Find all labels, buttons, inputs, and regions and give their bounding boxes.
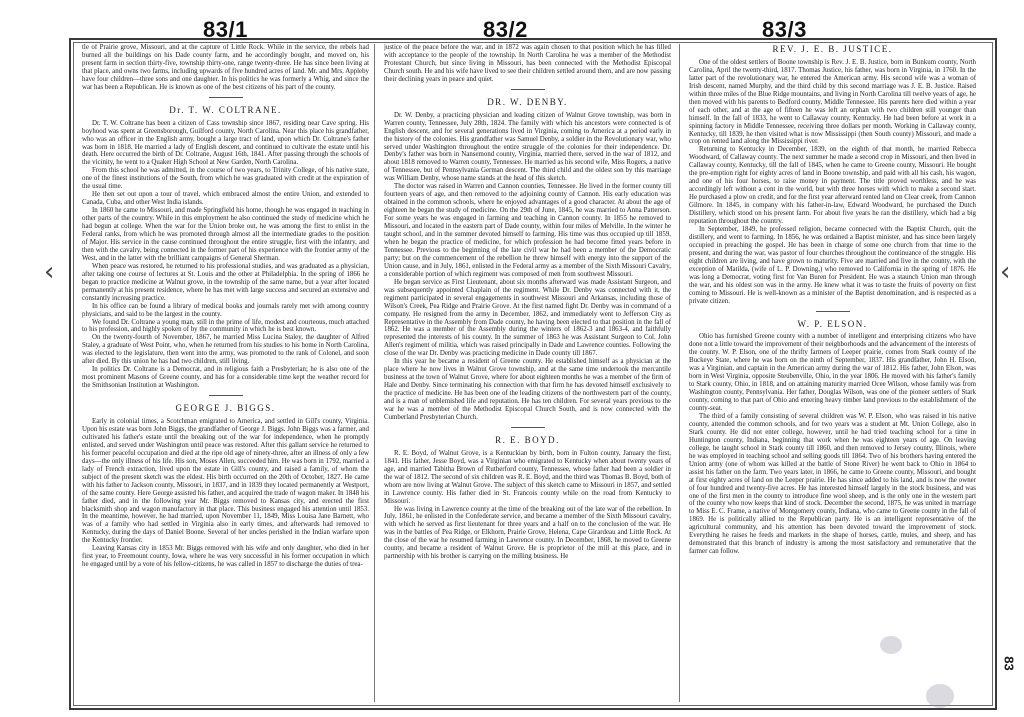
paragraph: Returning to Kentucky in December, 1839, on the eighth of that month, he married Rebecca Woodward, of Callaway county. The next summer he made a second crop in Missouri, and then lived in Callaway county, Kentucky, till the fall of 1845, when he came to Greene county, Missouri. He bought the pre-emption right for eighty acres of land in Boone township, and paid with all his cash, his wagon, and one of his four horses, to raise money in payment. The title proved worthless, and he was accordingly left without a cent in the world, but with three horses with which to make a second start. He purchased a plow on credit, and for the first year afterward rented land on Clear creek, from Cannon Gilmore. In 1845, in company with his father-in-law, Edward Woodward, he purchased the Dutch Distillery, which stood on his present farm. For about five years he ran the distillery, which had a big reputation throughout the country. xyxy=(689,146,976,226)
paragraph: In this year he became a resident of Greene county. He established himself as a physician at the place where he now lives in Walnut Grove township, and at the same time undertook the mercantile business at the town of Walnut Grove, where for about eighteen months he was a member of the firm of Hale and Denby. Since terminating his connection with that firm he has devoted himself exclusively to the practice of medicine. He has been one of the leading citizens of the northwestern part of the county, and is a man of unblemished life and reputation. He has ten children. For several years previous to the war he was a member of the Methodist Episcopal Church South, and is now connected with the Cumberland Presbyterian Church. xyxy=(384,358,671,421)
section-heading: GEORGE J. BIGGS. xyxy=(175,403,276,414)
paragraph: He began service as First Lieutenant, about six months afterward was made Assistant Surgeon, and was subsequently appointed Chaplain of the regiment. While Dr. Denby was connected with it, the regiment participated in several engagements in southwest Missouri and Arkansas, including those of Wilson's Creek, Pea Ridge and Prairie Grove. At the first named fight Dr. Denby was in command of a company. He resigned from the army in December, 1862, and immediately went to Jefferson City as Representative in the Assembly from Dade county, he having been elected to that position in the fall of 1862. He was a member of the Assembly during the winters of 1862-3 and 1863-4, and faithfully represented the interests of his county. In the summer of 1863 he was Assistant Surgeon to Col. John Allen's regiment of militia, which was raised principally in Dade and Lawrence counties. Following the close of the war Dr. Denby was practicing medicine in Dade county till 1867. xyxy=(384,278,671,358)
section-rule xyxy=(511,89,545,90)
paragraph: He was living in Lawrence county at the time of the breaking out of the late war of the rebellion. In July, 1861, he enlisted in the Confederate service, and became a member of the Sixth Missouri cavalry, with which he served as first lieutenant for three years and a half on to the conclusion of the war. He was in the battles of Pea Ridge, or Elkhorn, Prairie Grove, Helena, Cape Girardeau and Little Rock. At the close of the war he resumed farming in Lawrence county. In December, 1868, he moved to Greene county, and became a resident of Walnut Grove. He is proprietor of the mill at this place, and in partnership with his brother is carrying on the milling business. He xyxy=(384,505,671,561)
paragraph: R. E. Boyd, of Walnut Grove, is a Kentuckian by birth, born in Fulton county, January the first, 1841. His father, Jesse Boyd, was a Virginian who emigrated to Kentucky when about twenty years of age, and married Tabitha Brown of Rutherford county, Tennessee, whose father had been a soldier in the war of 1812. The second of six children was R. E. Boyd, and the third was Thomas B. Boyd, both of whom are now living at Walnut Grove. The subject of this sketch came to Missouri in 1857, and settled in Lawrence county. His father died in St. Francois county while on the road from Kentucky to Missouri. xyxy=(384,449,671,505)
paragraph: Dr. T. W. Coltrane has been a citizen of Cass township since 1867, residing near Cave spring. His boyhood was spent at Greensborough, Guilford county, North Carolina. Near this place his grandfather, who was an officer in the English army, bought a large tract of land, upon which Dr. Coltrane's father was born in 1818. He married a lady of English descent, and continued to cultivate the estate until his death. Here occurred the birth of Dr. Coltrane, August 16th, 1841. After passing through the schools of the vicinity, he went to a Quaker High School at New Garden, North Carolina. xyxy=(82,119,369,167)
section-heading: REV. J. E. B. JUSTICE. xyxy=(772,44,893,54)
section-rule xyxy=(511,427,545,428)
paragraph: The doctor was raised in Warren and Cannon counties, Tennessee. He lived in the former county till fourteen years of age, and then removed to the adjoining county of Cannon. His early education was obtained in the common schools, where he enjoyed advantages of a good character. At about the age of eighteen he began the study of medicine. On the 29th of June, 1845, he was married to Anna Patterson. For some years he was engaged in farming and teaching in Cannon county. In 1855 he removed to Missouri, and located in the eastern part of Dade county, within four miles of Melville. In the winter he taught school, and in the summer devoted himself to farming. His time was thus occupied up till 1859, when he began the practice of medicine, for which profession he had become fitted years before in Tennessee. Previous to the beginning of the late civil war he had been a member of the Democratic party; but on the commencement of the rebellion he threw himself with energy into the support of the Union cause, and in July, 1861, enlisted in the Federal army as a member of the Sixth Missouri Cavalry, a considerable portion of which regiment was composed of men from southwest Missouri. xyxy=(384,183,671,278)
paragraph: Early in colonial times, a Scotchman emigrated to America, and settled in Gill's county, Virginia. Upon his estate was born John Biggs, the grandfather of George J. Biggs. John Biggs was a farmer, and cultivated his father's estate until the breaking out of the war for independence, when he promptly enlisted, and served under Washington until peace was restored. After this gallant service he returned to his former peaceful occupation and died at the ripe old age of ninety-three, after an illness of only a few days—the only illness of his life. His son, Moses Allen, succeeded him. He was born in 1792, married a lady of French extraction, lived upon the estate in Gill's county, and raised a family, of whom the subject of the present sketch was the eldest. His birth occurred on the 20th of October, 1827. He came with his father to Jackson county, Missouri, in 1837, and in 1839 they located permanently at Westport, of the same county. Here George assisted his father, and acquired the trade of wagon maker. In 1848 his father died, and in the following year Mr. Biggs removed to Kansas city, and erected the first blacksmith shop and wagon manufactory in that place. This business engaged his attention until 1853. In the meantime, however, he had married, upon November 11, 1849, Miss Louisa Jane Barnett, who was of a family who had settled in Virginia also in early times, and afterwards had removed to Kentucky, during the days of Daniel Boone. Several of her uncles perished in the Indian warfare upon the Kentucky frontier. xyxy=(82,418,369,545)
text-column-left xyxy=(82,44,369,702)
paragraph: On the twenty-fourth of November, 1867, he married Miss Lucina Staley, the daughter of Alfred Staley, a graduate of West Point, who, when he returned from his studies to his home in North Carolina, was elected to the legislature, then went into the army, was promoted to the rank of Colonel, and soon after died. By this union he has had two children, still living. xyxy=(82,334,369,366)
paragraph: From this school he was admitted, in the course of two years, to Trinity College, of his native state, one of the finest institutions of the South, from which he was graduated with credit at the expiration of the usual time. xyxy=(82,167,369,191)
page-label-right: 83/3 xyxy=(762,17,807,42)
section-rule xyxy=(209,395,243,396)
text-column-right xyxy=(689,44,976,702)
ink-smudge xyxy=(926,684,954,708)
paragraph: In 1860 he came to Missouri, and made Springfield his home, though he was engaged in teaching in other parts of the country. While in this employment he also continued the study of medicine which he had begun at college. When the war for the Union broke out, he was among the first to enlist in the Federal ranks, from which he was promoted through almost all the intermediate grades to the position of Major. His service in the cause continued throughout the entire struggle, first with the infantry, and then with the cavalry, being connected in the former part of his experience with the frontier army of the West, and in the latter with the brilliant campaigns of General Sherman. xyxy=(82,207,369,262)
column-divider-2 xyxy=(679,44,680,702)
page-label-middle: 83/2 xyxy=(483,17,528,42)
section-rule xyxy=(816,311,850,312)
paragraph: In politics Dr. Coltrane is a Democrat, and in religious faith a Presbyterian; he is also one of the most prominent Masons of Greene county, and has for a considerable time kept the weather record for the Smithsonian Institution at Washington. xyxy=(82,366,369,390)
paragraph: tle of Prairie grove, Missouri, and at the capture of Little Rock. While in the service, the rebels had burned all the buildings on his Dade county farm, and he accordingly bought, and moved on, his present farm in section thirty-five, township thirty-one, range twenty-three. He has since been living at that place, and owns two farms, including upwards of five hundred acres of land. Mr. and Mrs. Appleby have four children—three sons and one daughter. In his politics he was formerly a Whig, and since the war has been a Republican. He is known as one of the best citizens of his part of the county. xyxy=(82,44,369,91)
paragraph: In his office can be found a library of medical books and journals rarely met with among country physicians, and said to be the largest in the county. xyxy=(82,302,369,318)
paragraph: Leaving Kansas city in 1853 Mr. Biggs removed with his wife and only daughter, who died in her first year, to Freemount county, Iowa, where he was very successful in his former occupation in which he engaged until by a vote of his fellow-citizens, he was called in 1857 to discharge the duties of trea- xyxy=(82,545,369,569)
section-rule xyxy=(209,97,243,98)
paragraph: justice of the peace before the war, and in 1872 was again chosen to that position which he has filled with acceptance to the people of the township. In North Carolina he was a member of the Methodist Protestant Church, but since living in Missouri, has been connected with the Methodist Episcopal Church south. He and his wife have lived to see their children settled around them, and are now passing their declining years in peace and quiet. xyxy=(384,44,671,83)
text-column-middle xyxy=(384,44,671,702)
paragraph: When peace was restored, he returned to his professional studies, and was graduated as a physician, after taking one course of lectures at St. Louis and the other at Philadelphia. In the spring of 1866 he began to practice medicine at Walnut grove, in the township of the same name, but a year after located permanently at his present residence, where he has met with large success and secured an extensive and constantly increasing practice. xyxy=(82,262,369,302)
section-heading: DR. W. DENBY. xyxy=(487,96,568,107)
paragraph: We found Dr. Coltrane a young man, still in the prime of life, modest and courteous, much attached to his profession, and highly spoken of by the community in which he is best known. xyxy=(82,318,369,334)
chevron-left-icon: ‹ xyxy=(1000,257,1011,287)
paragraph: Ohio has furnished Greene county with a number of intelligent and enterprising citizens who have done not a little toward the improvement of their neighborhoods and the advancement of the interests of the county. W. P. Elson, one of the thrifty farmers of Leeper prairie, comes from Stark county of the Buckeye State, where he was born on the ninth of September, 1837. His grandfather, John H. Elson, was a Virginian, and captain in the American army during the war of 1812. His father, John Elson, was born in West Virginia, opposite Steubenville, Ohio, in the year 1806. He moved with his father's family to Stark county, Ohio, in 1818, and on attaining maturity married Ocee Wilson, whose family was from Washington county, Pennsylvania. Her father, Douglas Wilson, was one of the pioneer settlers of Stark county, coming to that part of Ohio and entering heavy timber land previous to the establishment of the county-seat. xyxy=(689,333,976,413)
ink-smudge xyxy=(880,636,902,654)
column-divider-1 xyxy=(374,44,375,702)
page-label-left: 83/1 xyxy=(203,17,248,42)
section-heading: R. E. BOYD. xyxy=(495,434,560,445)
section-heading: W. P. ELSON. xyxy=(797,318,868,329)
chevron-left-icon: ‹ xyxy=(44,257,55,287)
paragraph: He then set out upon a tour of travel, which embraced almost the entire Union, and extended to Canada, Cuba, and other West India islands. xyxy=(82,191,369,207)
paragraph: The third of a family consisting of several children was W. P. Elson, who was raised in his native county, attended the common schools, and for two years was a student at Mt. Union College, also in Stark county. He did not enter college, however, until he had tried teaching school for a time in Huntington county, Indiana, beginning that work when he was eighteen years of age. On leaving college, he taught school in Stark county till 1860, and then removed to Jersey county, Illinois, where he was employed in teaching school and selling goods till 1864. Two of his brothers having entered the Union army (one of whom was killed at the battle of Stone River) he went back to Ohio in 1864 to assist his father on the farm. Two years later, in 1866, he came to Greene county, Missouri, and bought at first eighty acres of land on the Leeper prairie. He has since added to his land, and is now the owner of four hundred and twenty-five acres. He has interested himself largely in the stock business, and was one of the first men in the county to introduce fine wool sheep, and is the only one in the western part of the county who now keeps that kind of stock. December the second, 1875, he was united in marriage to Miss E. C. Frame, a native of Montgomery county, Indiana, who came to Greene county in the fall of 1869. He is politically allied to the Republican party. He is an intelligent representative of the agricultural community, and his attention has been devoted toward the improvement of stock. Everything he raises he feeds and markets in the shape of horses, cattle, mules, and sheep, and has demonstrated that this branch of industry is among the most satisfactory and remunerative that the farmer can follow. xyxy=(689,412,976,556)
side-page-number: 83 xyxy=(1001,656,1017,671)
paragraph: One of the oldest settlers of Boone township is Rev. J. E. B. Justice, born in Bunkum county, North Carolina, April the twenty-third, 1817. Thomas Justice, his father, was born in Virginia, in 1760. In the latter part of the revolutionary war, he entered the American army. His second wife was a woman of Irish descent, named Murphy, and the third child by this second marriage was J. E. B. Justice. Raised within three miles of the Blue Ridge mountains, and living in North Carolina till twelve years of age, he then moved with his parents to Bedford county, Middle Tennessee. His parents here died within a year of each other, and at the age of fifteen he was left an orphan with two children still younger than himself. In the fall of 1833, he went to Callaway county, Kentucky. He had been before at work in a spinning factory in Middle Tennessee, receiving three dollars per month. Working in Callaway county, Kentucky, till 1839, he then visited what is now Mississippi (then South county) Missouri, and made a crop on rented land along the Mississippi river. xyxy=(689,58,976,146)
paragraph: Dr. W. Denby, a practicing physician and leading citizen of Walnut Grove township, was born in Warren county, Tennessee, July 28th, 1824. The family with which his ancestors were connected is of English descent, and for several generations lived in Virginia, coming to America at a period early in the history of the colonies. His grandfather was Samuel Denby, a soldier in the Revolutionary war, who served under Washington throughout the entire struggle of the colonies for their independence. Dr. Denby's father was born in Nansemond county, Virginia, married there, served in the war of 1812, and about 1818 removed to Warren county, Tennessee. He married as his second wife, Miss Rogers, a native of Tennessee, but of Pennsylvania German descent. The third child and the oldest son by this marriage was William Denby, whose name stands at the head of this sketch. xyxy=(384,111,671,183)
section-heading: Dr. T. W. COLTRANE. xyxy=(169,104,282,115)
paragraph: In September, 1849, he professed religion, became connected with the Baptist Church, quit the distillery, and went to farming. In 1856, he was ordained a Baptist minister, and has since been largely occupied in preaching the gospel. He has been in charge of some one church from that time to the present, and during the war, was pastor of four churches throughout the continuance of the struggle. His eight children are living, and have grown to maturity. Five are married and live in the county, with the exception of Matilda, (wife of L. P. Downing,) who removed to California in the spring of 1876. He was long a Democrat, voting first for Van Buren for President. He was a staunch Union man through the war, and his oldest son was in the army. He knew what it was to taste the fruits of poverty on first coming to Missouri. He is well-known as a minister of the Baptist denomination, and is respected as a private citizen. xyxy=(689,225,976,305)
